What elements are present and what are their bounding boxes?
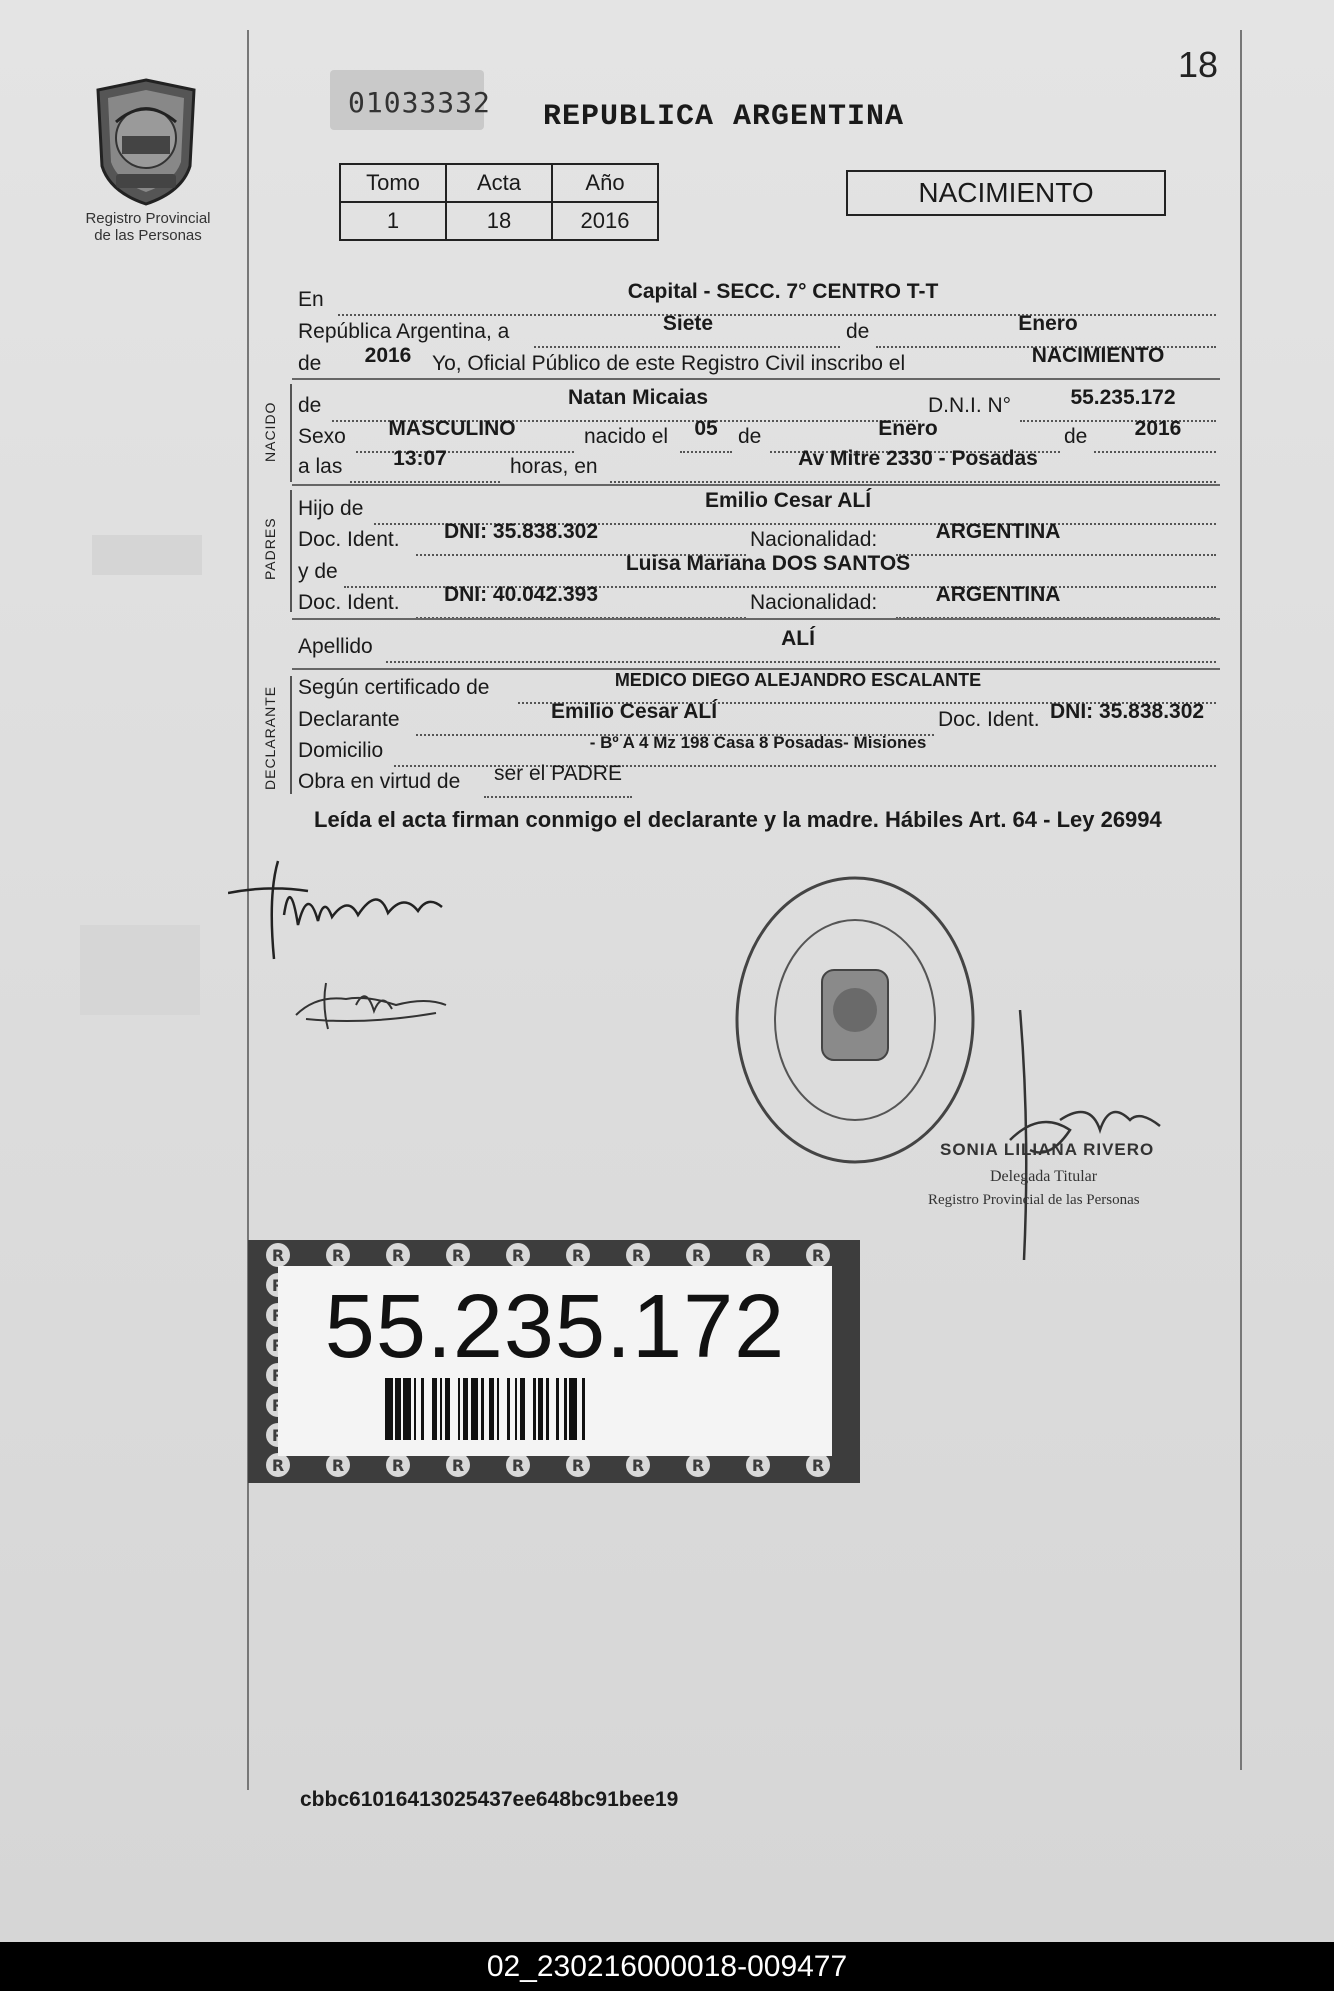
official-org: Registro Provincial de las Personas bbox=[928, 1192, 1140, 1208]
dotted-line bbox=[350, 481, 500, 483]
declarante-sidebar bbox=[290, 676, 292, 794]
barcode-bar bbox=[549, 1378, 557, 1440]
value-declarante-doc: DNI: 35.838.302 bbox=[1050, 700, 1205, 723]
dotted-line bbox=[1094, 451, 1216, 453]
value-act: NACIMIENTO bbox=[1031, 344, 1165, 367]
official-role: Delegada Titular bbox=[990, 1168, 1098, 1185]
section-divider bbox=[292, 484, 1220, 486]
label-de-name: de bbox=[298, 394, 322, 417]
serial-number: 01033332 bbox=[348, 86, 491, 119]
barcode-bar bbox=[569, 1378, 577, 1440]
value-domicilio: - Bº A 4 Mz 198 Casa 8 Posadas- Misiones bbox=[589, 733, 927, 752]
barcode-bar bbox=[525, 1378, 533, 1440]
label-de-year2: de bbox=[1064, 425, 1088, 448]
page-number: 18 bbox=[1178, 44, 1219, 85]
value-apellido: ALÍ bbox=[781, 627, 815, 650]
dotted-line bbox=[610, 481, 1216, 483]
registry-table-header-row bbox=[340, 164, 658, 202]
value-father-doc: DNI: 35.838.302 bbox=[443, 520, 599, 543]
value-sexo: MASCULINO bbox=[388, 417, 516, 440]
act-type-box: NACIMIENTO bbox=[846, 170, 1166, 216]
logo-caption-line2: de las Personas bbox=[94, 227, 202, 244]
value-birth-day: 05 bbox=[694, 417, 718, 440]
label-declarante: Declarante bbox=[298, 708, 400, 731]
value-child-dni: 55.235.172 bbox=[1070, 386, 1176, 409]
label-hijo-de: Hijo de bbox=[298, 497, 364, 520]
label-doc-ident-decl: Doc. Ident. bbox=[938, 708, 1040, 731]
value-father: Emilio Cesar ALÍ bbox=[704, 489, 872, 512]
value-child-name: Natan Micaias bbox=[567, 386, 709, 409]
label-en: En bbox=[298, 288, 324, 311]
label-de-month: de bbox=[738, 425, 762, 448]
value-obra: ser el PADRE bbox=[494, 762, 622, 785]
dotted-line bbox=[680, 451, 732, 453]
closing-statement: Leída el acta firman conmigo el declarante y la madre. Hábiles Art. 64 - Ley 26994 bbox=[314, 807, 1162, 832]
declarante-label: DECLARANTE bbox=[262, 685, 278, 790]
value-mother-doc: DNI: 40.042.393 bbox=[443, 583, 599, 606]
dotted-line bbox=[896, 554, 1216, 556]
dotted-line bbox=[534, 346, 840, 348]
label-nacido-el: nacido el bbox=[584, 425, 669, 448]
value-certificado: MEDICO DIEGO ALEJANDRO ESCALANTE bbox=[614, 670, 982, 690]
value-year: 2016 bbox=[364, 344, 412, 367]
barcode-bar bbox=[403, 1378, 411, 1440]
registry-value-tomo: 1 bbox=[340, 202, 446, 240]
barcode-bars bbox=[385, 1378, 760, 1440]
barcode-bar bbox=[385, 1378, 393, 1440]
nacido-sidebar bbox=[290, 384, 292, 482]
document-title: REPUBLICA ARGENTINA bbox=[543, 100, 905, 134]
section-divider bbox=[292, 378, 1220, 380]
label-y-de: y de bbox=[298, 560, 338, 583]
registry-table-value-row bbox=[340, 202, 658, 240]
section-divider bbox=[292, 618, 1220, 620]
mother-signature bbox=[286, 975, 456, 1035]
value-birth-year: 2016 bbox=[1134, 417, 1182, 440]
registry-table bbox=[339, 163, 659, 241]
barcode-bar bbox=[499, 1378, 507, 1440]
registry-value-ano: 2016 bbox=[552, 202, 658, 240]
barcode-bar bbox=[450, 1378, 458, 1440]
value-birth-month: Enero bbox=[878, 417, 938, 440]
right-margin-line bbox=[1240, 30, 1242, 1770]
registry-value-acta: 18 bbox=[446, 202, 552, 240]
province-seal-logo bbox=[86, 76, 206, 208]
label-obra: Obra en virtud de bbox=[298, 770, 461, 793]
official-name: SONIA LILIANA RIVERO bbox=[940, 1140, 1155, 1159]
label-yo: Yo, Oficial Público de este Registro Civil inscribo el bbox=[432, 352, 906, 375]
padres-label: PADRES bbox=[262, 517, 278, 580]
value-declarante: Emilio Cesar ALÍ bbox=[550, 700, 718, 723]
footer-id: 02_230216000018-009477 bbox=[0, 1942, 1334, 1991]
label-republica: República Argentina, a bbox=[298, 320, 510, 343]
label-doc-ident: Doc. Ident. bbox=[298, 528, 400, 551]
label-domicilio: Domicilio bbox=[298, 739, 384, 762]
barcode-bar bbox=[585, 1378, 588, 1440]
registry-header-acta: Acta bbox=[446, 164, 552, 202]
label-nacionalidad: Nacionalidad: bbox=[750, 528, 878, 551]
value-location: Capital - SECC. 7° CENTRO T-T bbox=[627, 280, 939, 303]
label-de: de bbox=[846, 320, 870, 343]
registry-header-ano: Año bbox=[552, 164, 658, 202]
label-apellido: Apellido bbox=[298, 635, 373, 658]
logo-caption bbox=[70, 210, 226, 244]
value-month: Enero bbox=[1018, 312, 1078, 335]
value-place: Av Mitre 2330 - Posadas bbox=[798, 447, 1038, 470]
document-hash: cbbc61016413025437ee648bc91bee19 bbox=[300, 1788, 679, 1811]
label-dni: D.N.I. N° bbox=[928, 394, 1012, 417]
value-mother-nat: ARGENTINA bbox=[935, 583, 1061, 606]
label-de-year: de bbox=[298, 352, 322, 375]
label-nacionalidad-mother: Nacionalidad: bbox=[750, 591, 878, 614]
dotted-line bbox=[484, 796, 632, 798]
barcode-bar bbox=[471, 1378, 479, 1440]
label-a-las: a las bbox=[298, 455, 343, 478]
label-segun-certificado: Según certificado de bbox=[298, 676, 490, 699]
value-mother: Luisa Mariana DOS SANTOS bbox=[625, 552, 911, 575]
ghost-mark-lower bbox=[80, 925, 200, 1015]
declarant-signature bbox=[228, 855, 478, 965]
official-stamp bbox=[730, 870, 980, 1170]
value-father-nat: ARGENTINA bbox=[935, 520, 1061, 543]
barcode-bar bbox=[424, 1378, 432, 1440]
barcode-number: 55.235.172 bbox=[324, 1277, 786, 1377]
nacido-label: NACIDO bbox=[262, 401, 278, 462]
value-day-words: Siete bbox=[662, 312, 714, 335]
label-horas: horas, en bbox=[510, 455, 598, 478]
registry-header-tomo: Tomo bbox=[340, 164, 446, 202]
padres-sidebar bbox=[290, 490, 292, 612]
dotted-line bbox=[386, 661, 1216, 663]
logo-caption-line1: Registro Provincial bbox=[85, 210, 211, 227]
ghost-mark bbox=[92, 535, 202, 575]
label-sexo: Sexo bbox=[298, 425, 346, 448]
label-doc-ident-mother: Doc. Ident. bbox=[298, 591, 400, 614]
value-time: 13:07 bbox=[393, 447, 447, 470]
